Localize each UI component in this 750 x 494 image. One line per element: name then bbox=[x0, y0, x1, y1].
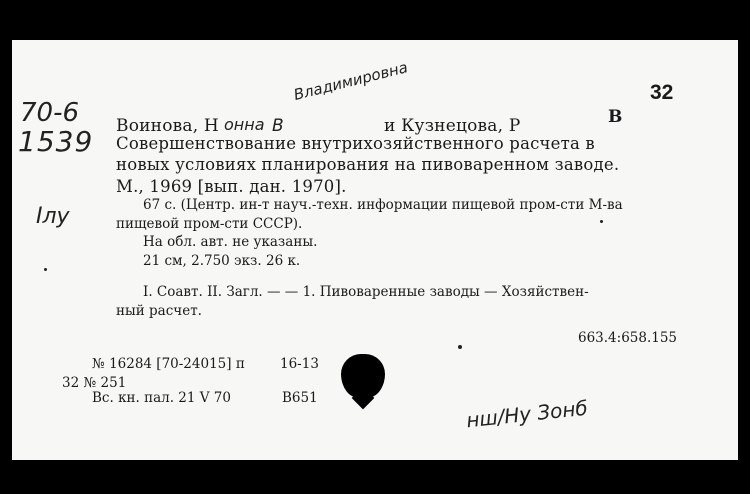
speck bbox=[458, 345, 462, 349]
subjects-line-1: I. Соавт. II. Загл. — — 1. Пивоваренные заводы — Хозяйствен- bbox=[143, 284, 589, 300]
coauthor: и Кузнецова, Р bbox=[384, 116, 521, 136]
imprint: М., 1969 [вып. дан. 1970]. bbox=[116, 177, 347, 196]
handwritten-side-note: Ілу bbox=[36, 204, 70, 229]
speck bbox=[44, 268, 47, 271]
author-middle-printed: В bbox=[272, 116, 284, 136]
format: 21 см, 2.750 экз. 26 к. bbox=[143, 253, 301, 269]
author-first: Воинова, Н bbox=[116, 116, 219, 136]
handwritten-author-middle: Владимировна bbox=[291, 58, 410, 104]
pages-line-2: пищевой пром-сти СССР). bbox=[116, 216, 303, 232]
letter-b: В bbox=[608, 107, 623, 127]
footer-line-1-right: 16-13 bbox=[280, 356, 319, 372]
footer-line-2: 32 № 251 bbox=[62, 375, 127, 391]
handwritten-code-bottom: 1539 bbox=[18, 125, 94, 158]
handwritten-code-top: 70-6 bbox=[20, 98, 80, 128]
card-number: 32 bbox=[650, 81, 674, 104]
pages-line-1: 67 с. (Центр. ин-т науч.-техн. информации пищевой пром-сти М-ва bbox=[143, 197, 623, 213]
subjects-line-2: ный расчет. bbox=[116, 303, 202, 319]
author-first-rest-handwritten: онна bbox=[224, 115, 265, 134]
note: На обл. авт. не указаны. bbox=[143, 234, 318, 250]
punch-hole bbox=[341, 354, 385, 398]
title-line-1: Совершенствование внутрихозяйственного расчета в bbox=[116, 134, 595, 153]
handwritten-signature: нш/Ну Зонб bbox=[465, 395, 589, 433]
footer-line-3-left: Вс. кн. пал. 21 V 70 bbox=[92, 390, 231, 406]
footer-line-3-right: B651 bbox=[282, 390, 318, 406]
title-line-2: новых условиях планирования на пивоваренном заводе. bbox=[116, 155, 620, 174]
footer-line-1-left: № 16284 [70-24015] п bbox=[92, 356, 245, 372]
udc-code: 663.4:658.155 bbox=[578, 330, 678, 346]
speck bbox=[600, 220, 603, 223]
